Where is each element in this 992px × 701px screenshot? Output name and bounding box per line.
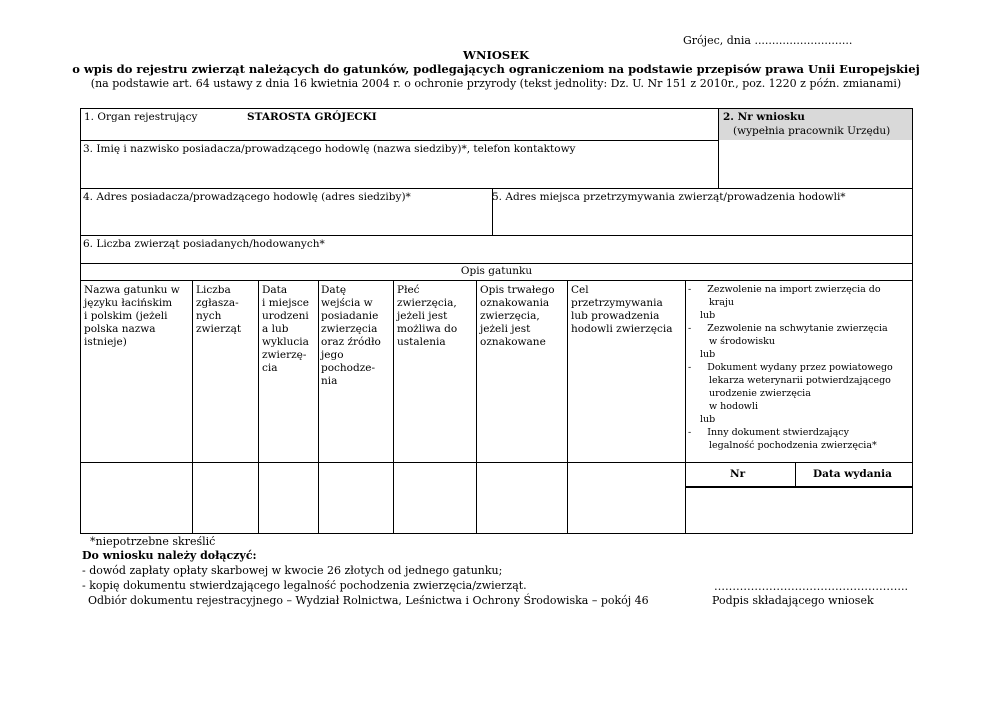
col-count: Liczba zgłasza- nych zwierząt xyxy=(196,284,242,335)
col-birth: Data i miejsce urodzeni a lub wyklucia zwierzę- cia xyxy=(262,284,309,374)
doc-nr-header: Nr xyxy=(730,468,746,480)
organ-value: STAROSTA GRÓJECKI xyxy=(247,111,377,123)
col-divider xyxy=(393,280,394,534)
doc-table-top xyxy=(685,486,913,488)
doc-date-header: Data wydania xyxy=(813,468,892,480)
animal-count-label: 6. Liczba zwierząt posiadanych/hodowanych* xyxy=(83,238,325,250)
keeping-address-label: 5. Adres miejsca przetrzymywania zwierząt/prowadzenia hodowli* xyxy=(492,191,846,203)
attachments-title: Do wniosku należy dołączyć: xyxy=(82,549,257,562)
form-title: WNIOSEK xyxy=(463,48,529,62)
col-divider xyxy=(318,280,319,534)
request-number-note: (wypełnia pracownik Urzędu) xyxy=(733,125,891,137)
col-divider xyxy=(567,280,568,534)
col-documents: - Zezwolenie na import zwierzęcia do kraju lub - Zezwolenie na schwytanie zwierzęcia w środowisku lub - Dokument wydany przez powiatowego lekarza weterynarii potwierdzającego urodzenie zwierzęcia w hodowli lub - Inny dokument stwierdzający legalność pochodzenia zwierzęcia* xyxy=(688,284,893,451)
col-divider xyxy=(476,280,477,534)
owner-name-label: 3. Imię i nazwisko posiadacza/prowadzącego hodowlę (nazwa siedziby)*, telefon kontaktowy xyxy=(83,143,576,155)
col-divider xyxy=(685,280,686,534)
signature-line[interactable]: …………………………………………….. xyxy=(714,580,908,593)
doc-table-mid xyxy=(795,462,796,488)
col-marking: Opis trwałego oznakowania zwierzęcia, jeżeli jest oznakowane xyxy=(480,284,555,348)
attachment-fee: - dowód zapłaty opłaty skarbowej w kwocie 26 złotych od jednego gatunku; xyxy=(82,564,503,577)
attachment-legal-doc: - kopię dokumentu stwierdzającego legalność pochodzenia zwierzęcia/zwierząt. xyxy=(82,579,527,592)
col-divider xyxy=(258,280,259,534)
col-divider xyxy=(192,280,193,534)
place-date: Grójec, dnia ............................ xyxy=(683,34,853,47)
col-purpose: Cel przetrzymywania lub prowadzenia hodowli zwierzęcia xyxy=(571,284,673,335)
form-subtitle: o wpis do rejestru zwierząt należących do gatunków, podlegających ograniczeniom na podstawie przepisów prawa Unii Europejskiej xyxy=(72,62,920,76)
organ-label: 1. Organ rejestrujący xyxy=(84,111,198,123)
legal-basis: (na podstawie art. 64 ustawy z dnia 16 kwietnia 2004 r. o ochronie przyrody (tekst jednolity: Dz. U. Nr 151 z 2010r., poz. 1220 z późn. zmianami) xyxy=(90,77,902,90)
signature-label: Podpis składającego wniosek xyxy=(712,594,874,607)
col-sex: Płeć zwierzęcia, jeżeli jest możliwa do ustalenia xyxy=(397,284,458,348)
species-header: Opis gatunku xyxy=(460,265,533,277)
request-number-label: 2. Nr wniosku xyxy=(723,111,805,123)
pickup-note: Odbiór dokumentu rejestracyjnego – Wydział Rolnictwa, Leśnictwa i Ochrony Środowiska – pokój 46 xyxy=(88,594,649,607)
species-body-divider xyxy=(80,462,913,463)
footnote: *niepotrzebne skreślić xyxy=(90,535,216,548)
col-species-name: Nazwa gatunku w języku łacińskim i polskim (jeżeli polska nazwa istnieje) xyxy=(84,284,180,348)
species-header-divider xyxy=(80,280,913,281)
col-acquisition: Datę wejścia w posiadanie zwierzęcia oraz źródło jego pochodze- nia xyxy=(321,284,381,387)
owner-address-label: 4. Adres posiadacza/prowadzącego hodowlę (adres siedziby)* xyxy=(83,191,411,203)
